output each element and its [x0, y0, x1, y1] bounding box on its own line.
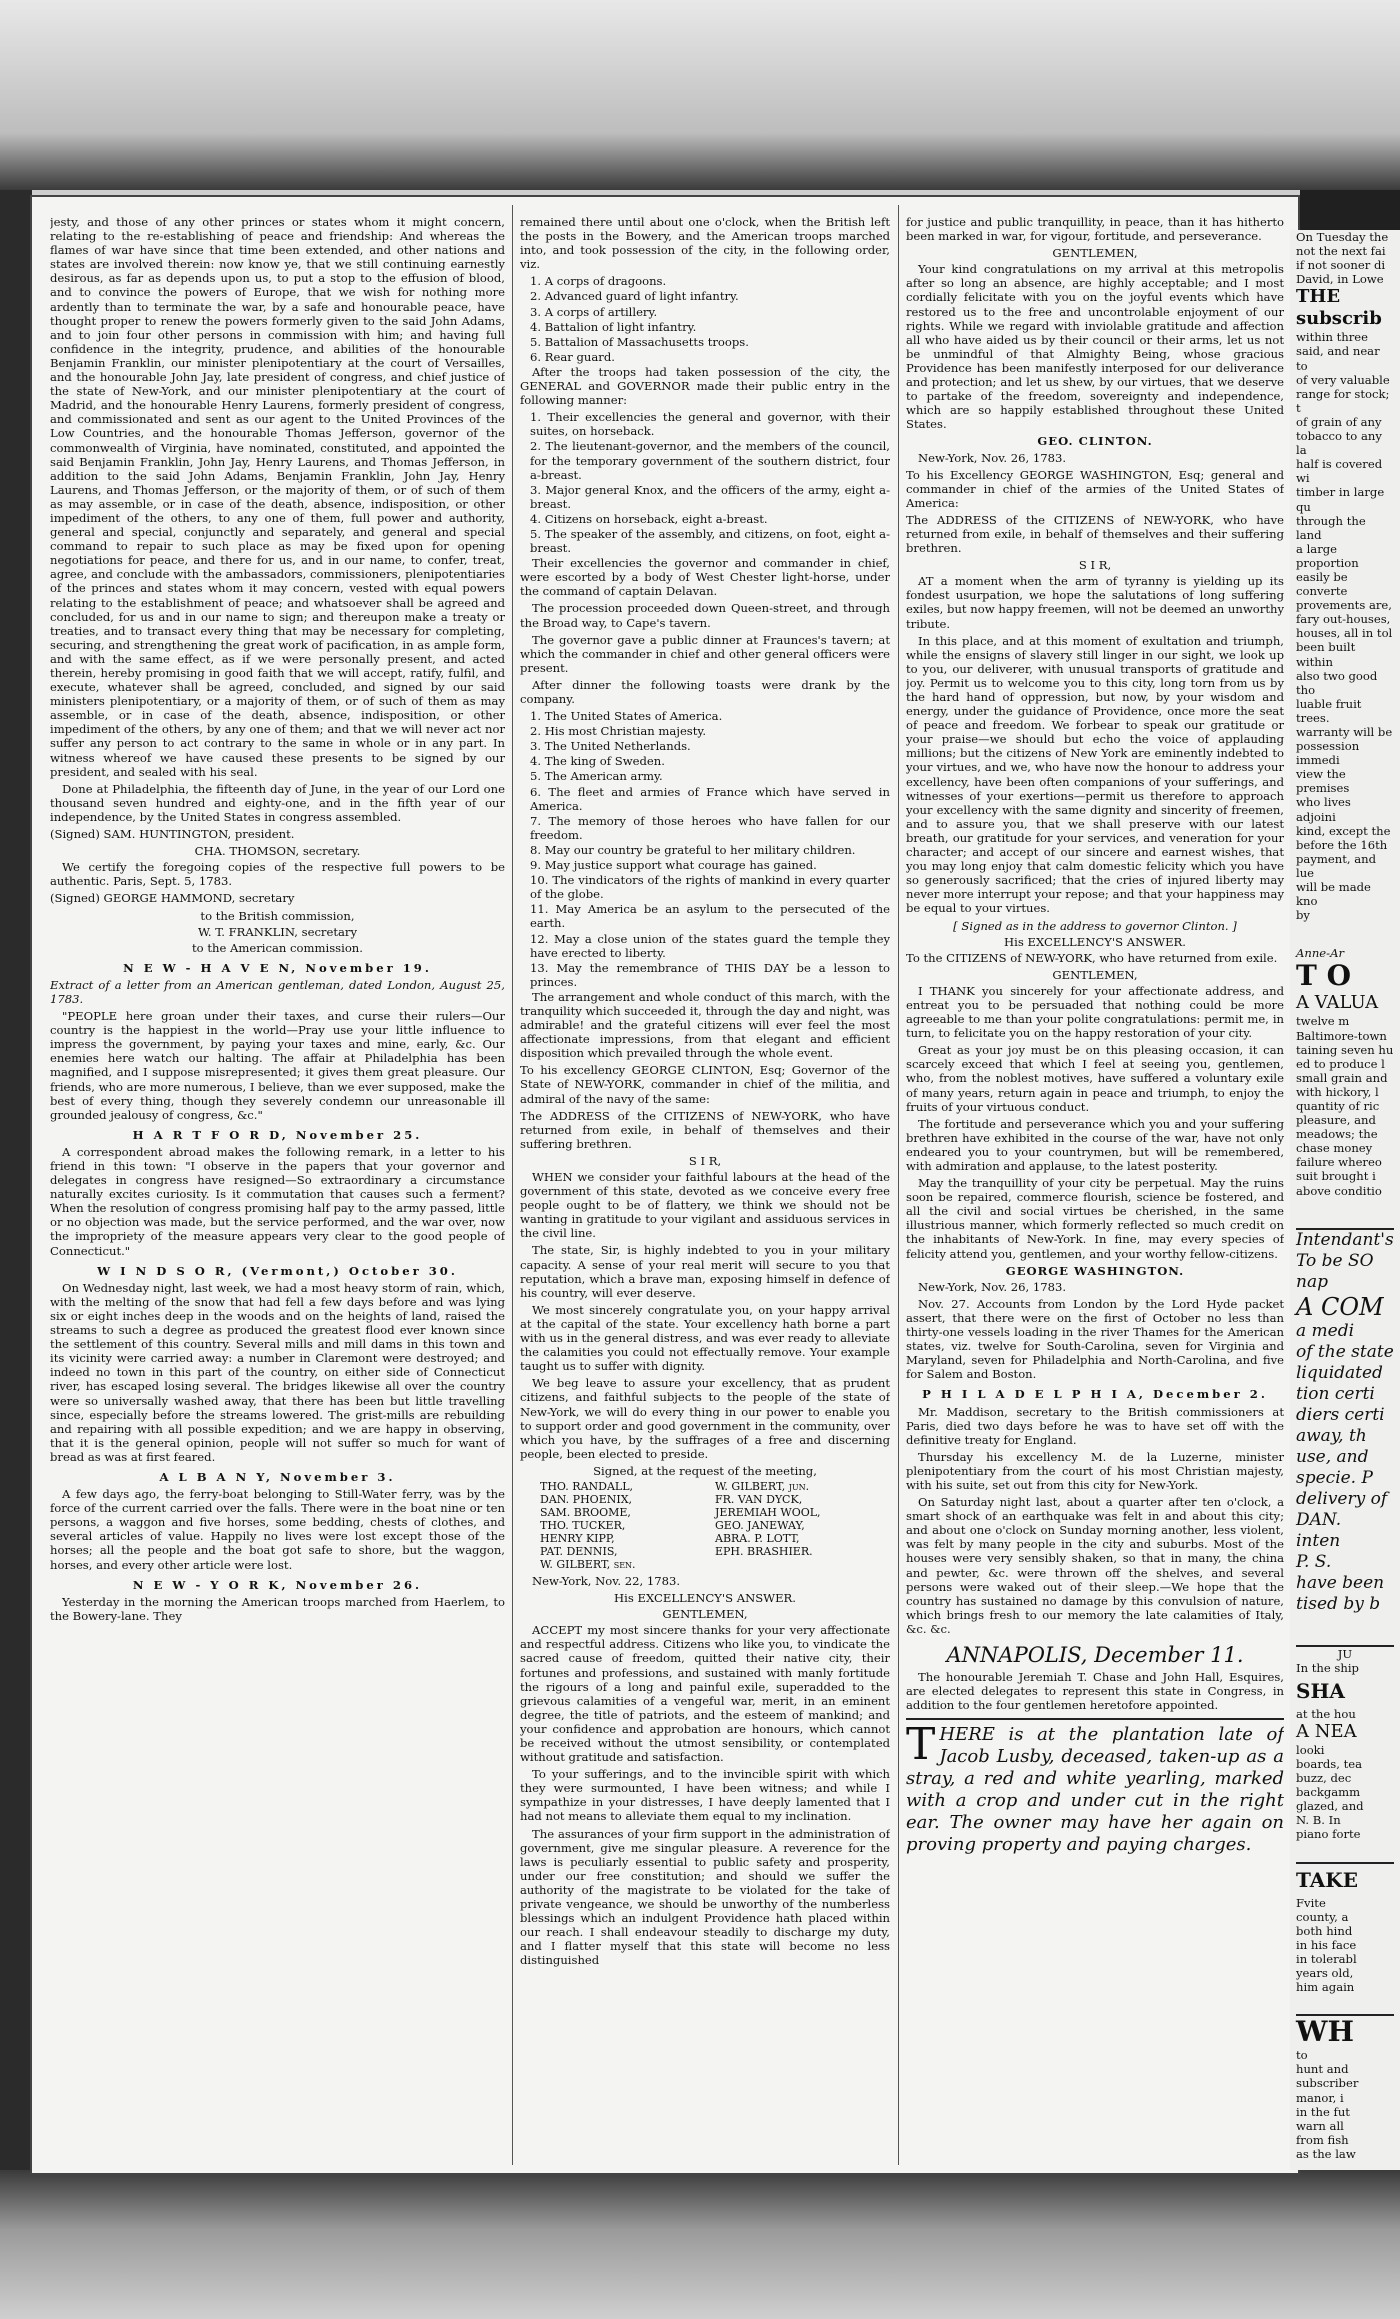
order-item: 2. Advanced guard of light infantry. [530, 289, 739, 304]
text-line: hunt and [1296, 2062, 1349, 2077]
dateline: New-York, Nov. 26, 1783. [918, 1279, 1067, 1294]
text-line: view the premises [1296, 767, 1350, 796]
text-line: T O [1296, 959, 1351, 993]
signature-line: CHA. THOMSON, secretary. [194, 844, 361, 859]
address-text: WHEN we consider your faithful labours at the head of the government of this state, devoted as we conceive every free people ought to be of flattery, we think we should not be wanting in gratitude to your vigilant and assiduous services in the civil line. [520, 1170, 890, 1241]
scan-border-top [0, 0, 1400, 190]
text-line: by [1296, 908, 1310, 923]
escort-text: Their excellencies the governor and commander in chief, were escorted by a body of West Chester light-horse, under the command of captain Delavan. [520, 556, 890, 599]
signer: PAT. DENNIS, [540, 1544, 618, 1558]
text-line: at the hou [1296, 1706, 1356, 1721]
toast-item: 3. The United Netherlands. [530, 739, 691, 754]
procession-text: remained there until about one o'clock, when the British left the posts in the Bowery, and the American troops marched into, and took possession of the city, in the following order, viz. [520, 215, 890, 272]
text-line: both hind [1296, 1923, 1353, 1938]
text-line: suit brought i [1296, 1169, 1376, 1184]
text-line: SHA [1296, 1678, 1345, 1703]
order-item: 6. Rear guard. [530, 349, 615, 364]
text-line: warn all [1296, 2118, 1344, 2133]
text-line: him again [1296, 1980, 1355, 1995]
text-line: meadows; the [1296, 1127, 1378, 1142]
text-line: use, and [1296, 1446, 1369, 1467]
salutation: S I R, [688, 1153, 722, 1168]
column-1 [50, 215, 505, 2155]
signature-line: GEO. CLINTON. [1037, 434, 1153, 449]
address-text: In this place, and at this moment of exultation and triumph, while the ensigns of slavery still linger in our sight, we look up to you, our deliverer, with unusual transports of gratitude and joy. Permit us to welcome you to this city, long torn from us by the hard hand of oppression, but now, by your wisdom and energy, under the guidance of Providence, once more the seat of peace and freedom. We forbear to speak our gratitude or your praise—we should but echo the voice of applauding millions; but the citizens of New York are eminently indebted to your virtues, and we, who have now the honour to address your excellency, have been often companions of your sufferings, and witnesses of your exertions—permit us therefore to approach your excellency with the same dignity and sincerity of freemen, and to assure you, that we shall preserve with our latest breath, our gratitude for your services, and veneration for your character; and accept of our sincere and earnest wishes, that you may long enjoy that calm domestic felicity which you have so generously sacrificed; that the cries of injured liberty may never more interrupt your repose; and that your happiness may be equal to your virtues. [906, 633, 1284, 916]
text-line: provements are, [1296, 598, 1392, 613]
adjacent-page-text [1290, 230, 1400, 2161]
text-line: houses, all in tol [1296, 626, 1393, 641]
text-line: tion certi [1296, 1383, 1375, 1404]
text-line: taining seven hu [1296, 1042, 1394, 1057]
toast-item: 7. The memory of those heroes who have fallen for our freedom. [530, 813, 890, 842]
text-line: a medi [1296, 1320, 1355, 1341]
text-line: small grain and [1296, 1070, 1388, 1085]
drop-cap: T [906, 1719, 936, 1771]
text-line: of the state [1296, 1341, 1394, 1362]
answer-text: To your sufferings, and to the invincible spirit with which they were surmounted, I have been witness; and while I sympathize in your distresses, I have deeply lamented that I had not means to alleviate them equal to my inclination. [520, 1767, 890, 1824]
toast-item: 6. The fleet and armies of France which have served in America. [530, 784, 890, 813]
text-line: if not sooner di [1296, 258, 1386, 273]
address-recipient: To his excellency GEORGE CLINTON, Esq; Governor of the State of NEW-YORK, commander in chief of the militia, and admiral of the navy of the same: [520, 1063, 890, 1106]
scan-border-left [0, 190, 32, 2170]
column-rule [512, 205, 513, 2165]
text-line: backgamm [1296, 1785, 1361, 1800]
text-line: To be SO [1296, 1250, 1374, 1271]
toast-item: 13. May the remembrance of THIS DAY be a lesson to princes. [530, 960, 890, 989]
signer: W. GILBERT, sen. [540, 1557, 636, 1571]
text-line: kind, except the [1296, 823, 1391, 838]
answer-text: The assurances of your firm support in the administration of government, give me singular pleasure. A reverence for the laws is peculiarly essential to public safety and prosperity, under our free constitution; and should we suffer the authority of the magistrate to be violated for the take of private vengeance, we should be unworthy of the numberless blessings which an indulgent Providence hath placed within our reach. I shall endeavour steadily to discharge my duty, and I flatter myself that this state will become no less distinguished [520, 1826, 890, 1968]
text-line: timber in large qu [1296, 485, 1385, 514]
text-line: in his face [1296, 1937, 1357, 1952]
toast-item: 1. The United States of America. [530, 709, 723, 724]
done-at-philadelphia: Done at Philadelphia, the fifteenth day of June, in the year of our Lord one thousand seven hundred and eighty-one, and in the fifth year of our independence, by the United States in congress assembled. [50, 781, 505, 824]
toast-item: 5. The American army. [530, 769, 663, 784]
text-line: possession immedi [1296, 739, 1360, 768]
entry-item: 5. The speaker of the assembly, and citizens, on foot, eight a-breast. [530, 526, 890, 556]
signer: FR. VAN DYCK, [715, 1492, 803, 1506]
stray-notice [906, 1718, 1284, 1856]
text-line: Fvite [1296, 1895, 1326, 1910]
text-line: payment, and lue [1296, 851, 1377, 880]
column-rule [898, 205, 899, 2165]
text-line: in the fut [1296, 2104, 1350, 2119]
dateline-philadelphia: P H I L A D E L P H I A, December 2. [922, 1387, 1268, 1402]
news-text: The honourable Jeremiah T. Chase and John Hall, Esquires, are elected delegates to represent this state in Congress, in addition to the four gentlemen heretofore appointed. [906, 1670, 1284, 1713]
dateline-new-york: N E W - Y O R K, November 26. [132, 1577, 423, 1592]
text-line: years old, [1296, 1966, 1354, 1981]
text-line: of very valuable [1296, 372, 1390, 387]
newspaper-page [30, 195, 1300, 2175]
signed-note: [ Signed as in the address to governor Clinton. ] [953, 918, 1237, 933]
text-line: A VALUA [1296, 992, 1379, 1014]
text-line: county, a [1296, 1909, 1349, 1924]
address-title: The ADDRESS of the CITIZENS of NEW-YORK, who have returned from exile, in behalf of themselves and their suffering brethren. [520, 1108, 890, 1151]
signer: HENRY KIPP, [540, 1531, 615, 1545]
order-item: 4. Battalion of light infantry. [530, 319, 697, 334]
text-line: a large proportion [1296, 541, 1359, 570]
text-line: tobacco to any la [1296, 429, 1382, 458]
albany-text: A few days ago, the ferry-boat belonging to Still-Water ferry, was by the force of the current carried over the falls. There were in the boat nine or ten persons, a waggon and five horses, some bedding, chests of clothes, and several articles of value. Happily no lives were lost except those of the horses; all the people and the boat got safe to shore, but the waggon, horses, and every other article were lost. [50, 1487, 505, 1572]
answer-heading: His EXCELLENCY'S ANSWER. [614, 1591, 796, 1606]
signer: DAN. PHOENIX, [540, 1492, 633, 1506]
text-line: A NEA [1296, 1720, 1357, 1742]
news-text: Thursday his excellency M. de la Luzerne, minister plenipotentiary from the court of his most Christian majesty, with his suite, set out from this city for New-York. [906, 1449, 1284, 1492]
text-line: specie. P [1296, 1467, 1373, 1488]
signer: W. GILBERT, jun. [715, 1479, 810, 1493]
text-line: half is covered wi [1296, 457, 1383, 486]
signature-line: to the American commission. [192, 940, 363, 955]
text-line: THE subscrib [1296, 286, 1382, 330]
text-line: tised by b [1296, 1593, 1381, 1614]
toast-item: 12. May a close union of the states guard the temple they have erected to liberty. [530, 931, 890, 960]
answer-recipient: To the CITIZENS of NEW-YORK, who have returned from exile. [906, 950, 1278, 965]
text-line: Anne-Ar [1296, 946, 1344, 961]
text-line: piano forte [1296, 1827, 1361, 1842]
text-line: subscriber [1296, 2076, 1359, 2091]
new-york-text: Yesterday in the morning the American troops marched from Haerlem, to the Bowery-lane. They [50, 1594, 505, 1623]
text-line: said, and near to [1296, 344, 1380, 373]
answer-text: for justice and public tranquillity, in peace, than it has hitherto been marked in war, for vigour, fortitude, and perseverance. [906, 215, 1284, 244]
text-line: not the next fai [1296, 244, 1386, 259]
toast-item: 11. May America be an asylum to the persecuted of the earth. [530, 902, 890, 931]
column-2 [520, 215, 890, 2155]
text-line: range for stock; t [1296, 386, 1390, 415]
signature-line: W. T. FRANKLIN, secretary [197, 924, 358, 939]
text-line: David, in Lowe [1296, 272, 1384, 287]
news-text: Nov. 27. Accounts from London by the Lord Hyde packet assert, that there were on the first of October no less than thirty-one vessels loading in the river Thames for the American states, viz. twelve for South-Carolina, seven for Virginia and Maryland, seven for Philadelphia and North-Carolina, and five for Salem and Boston. [906, 1296, 1284, 1382]
signers-list [540, 1480, 890, 1571]
text-line: glazed, and [1296, 1799, 1364, 1814]
text-line: before the 16th [1296, 837, 1388, 852]
letter-extract-text: "PEOPLE here groan under their taxes, and curse their rulers—Our country is the happiest in the world—Pray use your little influence to impress the government, by paying your taxes and mine, early, &c. Our enemies here watch our halting. The affair at Philadelphia has been magnified, and I suppose misrepresented; it gives them great pleasure. Our friends, who are more numerous, I believe, than we ever supposed, make the best of every thing, though they severely condemn our unreasonable ill grounded jealousy of congress, &c." [50, 1009, 505, 1122]
windsor-text: On Wednesday night, last week, we had a most heavy storm of rain, which, with the melting of the snow that had fell a few days before and was lying six or eight inches deep in the woods and on the heights of land, raised the streams to such a degree as produced the greatest flood ever known since the settlement of this country. Several mills and mill dams in this town and its vicinity were carried away: a number in Claremont were destroyed; and indeed no town in this part of the country, on either side of Connecticut river, has escaped losing several. The bridges likewise all over the country were so universally washed away, that there has been but little travelling since, especially before the streams lowered. The grist-mills are rebuilding and repairing with all possible expedition; and we are happy in observing, that it is the general opinion, people will not suffer so much for want of bread as was at first feared. [50, 1280, 505, 1464]
text-line: have been [1296, 1572, 1385, 1593]
text-line: Baltimore-town [1296, 1028, 1387, 1043]
signer: THO. TUCKER, [540, 1518, 626, 1532]
entry-item: 2. The lieutenant-governor, and the members of the council, for the temporary government of the southern district, four a-breast. [530, 439, 890, 482]
text-line: from fish [1296, 2132, 1349, 2147]
text-line: through the land [1296, 513, 1366, 542]
order-item: 3. A corps of artillery. [530, 304, 658, 319]
answer-text: ACCEPT my most sincere thanks for your very affectionate and respectful address. Citizens who like you, to vindicate the sacred cause of freedom, quitted their native city, their fortunes and professions, and sustained with manly fortitude the rigours of a long and painful exile, superadded to the grievous calamities of a vengeful war, merit, in an eminent degree, the title of patriots, and the esteem of mankind; and your confidence and approbation are honours, which cannot be received without the utmost sensibility, or contemplated without gratitude and satisfaction. [520, 1623, 890, 1765]
text-line: DAN. [1296, 1509, 1342, 1530]
dateline-new-haven: N E W - H A V E N, November 19. [123, 960, 432, 975]
text-line: ed to produce l [1296, 1056, 1385, 1071]
text-line: who lives adjoini [1296, 795, 1351, 824]
text-line: TAKE [1296, 1867, 1358, 1892]
salutation: S I R, [1078, 558, 1112, 573]
text-line: nap [1296, 1271, 1328, 1292]
text-line: manor, i [1296, 2090, 1344, 2105]
text-line: twelve m [1296, 1014, 1350, 1029]
signer: GEO. JANEWAY, [715, 1518, 805, 1532]
text-line: JU [1337, 1646, 1353, 1661]
answer-text: Great as your joy must be on this pleasing occasion, it can scarcely exceed that which I feel at seeing you, gentlemen, who, from the noblest motives, have suffered a voluntary exile of many years, return again in peace and triumph, to enjoy the fruits of your virtuous conduct. [906, 1043, 1284, 1114]
toasts-intro: After dinner the following toasts were drank by the company. [520, 677, 890, 706]
text-line: boards, tea [1296, 1757, 1363, 1771]
text-line: On Tuesday the [1296, 230, 1389, 244]
text-line: luable fruit trees. [1296, 696, 1362, 725]
letter-extract-heading: Extract of a letter from an American gentleman, dated London, August 25, 1783. [50, 977, 505, 1006]
answer-heading: His EXCELLENCY'S ANSWER. [1004, 934, 1186, 949]
address-text: The state, Sir, is highly indebted to you in your military capacity. A sense of your real merit will secure to you that reputation, which a brave man, exposing himself in defence of his country, will ever deserve. [520, 1243, 890, 1300]
answer-text: The fortitude and perseverance which you and your suffering brethren have exhibited in the course of the war, have not only endeared you to your countrymen, but will be remembered, with admiration and applause, to the latest posterity. [906, 1116, 1284, 1173]
text-line: will be made kno [1296, 880, 1371, 909]
text-line: of grain of any [1296, 414, 1382, 429]
text-line: above conditio [1296, 1183, 1382, 1198]
toast-item: 10. The vindicators of the rights of mankind in every quarter of the globe. [530, 873, 890, 902]
answer-text: Your kind congratulations on my arrival at this metropolis after so long an absence, are highly acceptable; and I most cordially felicitate with you on the joyful events which have restored us to the free and uncontrolable enjoyment of our rights. While we regard with inviolable gratitude and affection all who have aided us by their council or their arms, let us not be unmindful of that Almighty Being, whose gracious Providence has been manifestly interposed for our deliverance and protection; and let us shew, by our virtues, that we deserve to partake of the freedom, sovereignty and independence, which are so happily established throughout these United States. [906, 262, 1284, 432]
certification-text: We certify the foregoing copies of the respective full powers to be authentic. Paris, Sept. 5, 1783. [50, 860, 505, 889]
signature-line: to the British commission, [200, 908, 355, 923]
arrangement-text: The arrangement and whole conduct of this march, with the tranquility which succeeded it, through the day and night, was admirable! and the grateful citizens will ever feel the most affectionate impressions, from that elegant and efficient disposition which prevailed through the whole event. [520, 989, 890, 1061]
adjacent-page-edge [1290, 230, 1400, 2170]
peace-commission-text: jesty, and those of any other princes or states whom it might concern, relating to the re-establishing of peace and friendship: And whereas the flames of war have since that time been extended, and other nations and states are involved therein: now know ye, that we still continuing earnestly desirous, as far as depends upon us, to put a stop to the effusion of blood, and to convince the powers of Europe, that we wish for nothing more ardently than to terminate the war, by a safe and honourable peace, have thought proper to renew the powers formerly given to the said John Adams, and to join four other persons in commission with him; and having full confidence in the integrity, prudence, and abilities of the honourable Benjamin Franklin, our minister plenipotentiary at the court of Versailles, and the honourable John Jay, late president of congress, and chief justice of the state of New-York, and our minister plenipotentiary at the court of Madrid, and the honourable Henry Laurens, formerly president of congress, and commissionated and sent as our agent to the United Provinces of the Low Countries, and the honourable Thomas Jefferson, governor of the commonwealth of Virginia, have nominated, constituted, and appointed the said Benjamin Franklin, John Jay, Henry Laurens, and Thomas Jefferson, in addition to the said John Adams, Benjamin Franklin, John Jay, Henry Laurens, and Thomas Jefferson, or the majority of them, or of such of them as may assemble, or in case of the death, absence, indisposition, or other impediment of the others, to any one of them, full power and authority, general and special, conjunctly and separately, and general and special command to repair to such place as may be fixed upon for opening negotiations for peace, and there for us, and in our name, to confer, treat, agree, and conclude with the ambassadors, commissioners, plenipotentiaries of the princes and states whom it may concern, vested with equal powers relating to the establishment of peace; and whatsoever shall be agreed and concluded, for us and in our name to sign; and thereupon make a treaty or treaties, and to transact every thing that may be necessary for completing, securing, and strengthening the great work of pacification, in as ample form, and with the same effect, as if we were personally present, and acted therein, hereby promising in good faith that we will accept, ratify, fulfil, and execute, whatever shall be agreed, concluded, and signed by our said ministers plenipotentiary, or a majority of them, or of such of them as may assemble, or in case of the death, absence, indisposition, or other impediment of the others, by any one of them; and that we will never act nor suffer any person to act contrary to the same in whole or in any part. In witness whereof we have caused these presents to be signed by our president, and sealed with his seal. [50, 215, 505, 779]
dinner-text: The governor gave a public dinner at Fraunces's tavern; at which the commander in chief and other general officers were present. [520, 632, 890, 675]
answer-text: I THANK you sincerely for your affectionate address, and entreat you to be persuaded that nothing could be more agreeable to me than your polite congratulations: permit me, in turn, to felicitate you on the happy restoration of your city. [906, 983, 1284, 1041]
toast-item: 9. May justice support what courage has gained. [530, 858, 817, 873]
toast-item: 2. His most Christian majesty. [530, 724, 707, 739]
address-title: The ADDRESS of the CITIZENS of NEW-YORK, who have returned from exile, in behalf of themselves and their suffering brethren. [906, 512, 1284, 556]
text-line: quantity of ric [1296, 1098, 1380, 1113]
signer: ABRA. P. LOTT, [715, 1531, 800, 1545]
toast-item: 8. May our country be grateful to her military children. [530, 842, 856, 857]
text-line: In the ship [1296, 1660, 1359, 1675]
text-line: with hickory, l [1296, 1084, 1379, 1099]
text-line: liquidated [1296, 1362, 1383, 1383]
dateline-hartford: H A R T F O R D, November 25. [132, 1127, 423, 1142]
column-3 [906, 215, 1284, 2155]
dateline: New-York, Nov. 26, 1783. [918, 450, 1067, 465]
procession-route-text: The procession proceeded down Queen-street, and through the Broad way, to Cape's tavern. [520, 601, 890, 630]
address-text: AT a moment when the arm of tyranny is yielding up its fondest usurpation, we hope the salutations of long suffering exiles, but now happy freemen, will not be deemed an unworthy tribute. [906, 574, 1284, 631]
salutation: GENTLEMEN, [662, 1607, 748, 1622]
text-line: warranty will be [1296, 725, 1393, 739]
text-line: inten [1296, 1530, 1341, 1551]
text-line: delivery of [1296, 1488, 1388, 1509]
signed-note: Signed, at the request of the meeting, [593, 1463, 817, 1478]
dateline: New-York, Nov. 22, 1783. [532, 1573, 681, 1588]
address-text: We most sincerely congratulate you, on your happy arrival at the capital of the state. Your excellency hath borne a part with us in the general distress, and was ever ready to alleviate the calamities you could not effectually remove. Your example taught us to suffer with dignity. [520, 1302, 890, 1374]
text-line: failure whereo [1296, 1155, 1382, 1170]
text-line: looki [1296, 1742, 1325, 1757]
text-line: P. S. [1296, 1551, 1332, 1572]
text-line: A COM [1296, 1292, 1384, 1321]
text-line: diers certi [1296, 1404, 1385, 1425]
entry-item: 4. Citizens on horseback, eight a-breast. [530, 511, 768, 526]
text-line: as the law [1296, 2146, 1356, 2161]
stray-notice-text: HERE is at the plantation late of Jacob Lusby, deceased, taken-up as a stray, a red and white yearling, marked with a crop and under cut in the right ear. The owner may have her again on proving property and paying charges. [906, 1724, 1284, 1856]
text-line: away, th [1296, 1425, 1367, 1446]
signer: THO. RANDALL, [540, 1479, 634, 1493]
signature-line: GEORGE WASHINGTON. [1005, 1263, 1185, 1278]
signer: EPH. BRASHIER. [715, 1544, 813, 1558]
toast-item: 4. The king of Sweden. [530, 754, 665, 769]
text-line: pleasure, and [1296, 1113, 1376, 1128]
text-line: fary out-houses, [1296, 612, 1391, 627]
signer [715, 1558, 890, 1571]
salutation: GENTLEMEN, [1052, 246, 1138, 261]
text-line: been built within [1296, 640, 1356, 669]
text-line: also two good tho [1296, 668, 1378, 697]
entry-item: 3. Major general Knox, and the officers of the army, eight a-breast. [530, 482, 890, 511]
answer-text: May the tranquillity of your city be perpetual. May the ruins soon be repaired, commerce flourish, science be fostered, and all the civil and social virtues be cherished, in the same illustrious manner, which formerly reflected so much credit on the inhabitants of New-York. In fine, may every species of felicity attend you, gentlemen, and your worthy fellow-citizens. [906, 1176, 1284, 1261]
salutation: GENTLEMEN, [1052, 967, 1138, 982]
order-item: 5. Battalion of Massachusetts troops. [530, 334, 749, 349]
signer: JEREMIAH WOOL, [715, 1505, 821, 1519]
dateline-windsor: W I N D S O R, (Vermont,) October 30. [97, 1263, 458, 1278]
signature-line: (Signed) SAM. HUNTINGTON, president. [50, 827, 295, 842]
text-line: to [1296, 2048, 1308, 2063]
hartford-text: A correspondent abroad makes the following remark, in a letter to his friend in this town: "I observe in the papers that your governor and delegates in congress have resigned—So extraordinary a circumstance naturally excites curiosity. Is it commutation that causes such a ferment? When the resolution of congress promising half pay to the army passed, little or no objection was made, but the service performed, and the war over, now the impropriety of the measure appears very clear to the good people of Connecticut." [50, 1144, 505, 1258]
text-line: in tolerabl [1296, 1951, 1357, 1966]
signature-line: (Signed) GEORGE HAMMOND, secretary [50, 891, 295, 906]
text-line: within three [1296, 330, 1369, 345]
text-line: N. B. In [1296, 1813, 1341, 1828]
text-line: Intendant's [1296, 1229, 1394, 1250]
dateline-albany: A L B A N Y, November 3. [159, 1469, 396, 1484]
text-line: WH [1296, 2015, 1354, 2049]
address-recipient: To his Excellency GEORGE WASHINGTON, Esq; general and commander in chief of the armies of the United States of America: [906, 467, 1284, 510]
dateline-annapolis: ANNAPOLIS, December 11. [946, 1643, 1244, 1667]
scan-border-bottom [0, 2170, 1400, 2319]
order-item: 1. A corps of dragoons. [530, 274, 667, 289]
address-text: We beg leave to assure your excellency, that as prudent citizens, and faithful subjects to the people of the state of New-York, we will do every thing in our power to enable you to support order and good government in the community, over which you have, by the suffrages of a free and discerning people, been elected to preside. [520, 1376, 890, 1461]
news-text: On Saturday night last, about a quarter after ten o'clock, a smart shock of an earthquake was felt in and about this city; and about one o'clock on Sunday morning another, less violent, was felt by many people in the city and suburbs. Most of the houses were very sensibly shaken, so that in many, the china and pewter, &c. were thrown off the shelves, and several persons were waked out of their sleep.—We hope that the country has sustained no damage by this convulsion of nature, which brings fresh to our memory the late calamities of Italy, &c. &c. [906, 1495, 1284, 1636]
public-entry-text: After the troops had taken possession of the city, the GENERAL and GOVERNOR made their public entry in the following manner: [520, 364, 890, 408]
text-line: easily be converte [1296, 569, 1348, 599]
text-line: chase money [1296, 1141, 1373, 1156]
entry-item: 1. Their excellencies the general and governor, with their suites, on horseback. [530, 410, 890, 439]
text-line: buzz, dec [1296, 1771, 1352, 1786]
signer: SAM. BROOME, [540, 1505, 631, 1519]
news-text: Mr. Maddison, secretary to the British commissioners at Paris, died two days before he was to have set off with the definitive treaty for England. [906, 1404, 1284, 1447]
